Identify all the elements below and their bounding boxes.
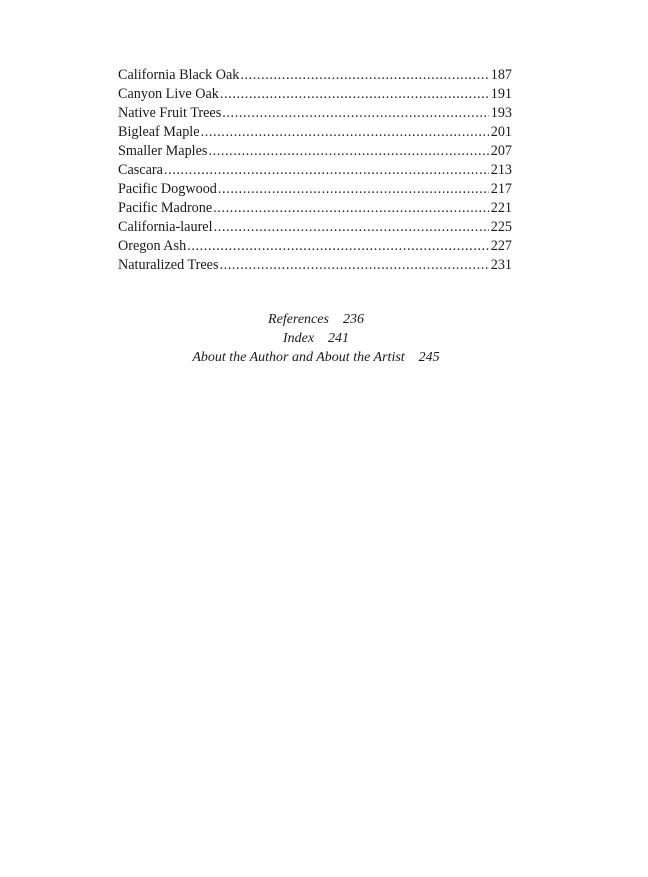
toc-entry[interactable] (118, 218, 512, 237)
toc-entry[interactable] (118, 85, 512, 104)
toc-entry-page: 225 (490, 219, 512, 235)
dot-leader (208, 142, 488, 161)
toc-entry[interactable] (118, 256, 512, 275)
toc-entry[interactable] (118, 199, 512, 218)
toc-entry-page: 191 (490, 86, 512, 102)
dot-leader (220, 85, 489, 104)
back-matter-title: Index (282, 331, 315, 346)
toc-entry-title: Bigleaf Maple (118, 124, 200, 140)
toc-entry-page: 193 (490, 105, 512, 121)
toc-entry-title: Naturalized Trees (118, 257, 219, 273)
toc-entry-page: 227 (490, 238, 512, 254)
toc-entry[interactable] (118, 180, 512, 199)
dot-leader (201, 123, 489, 142)
dot-leader (240, 66, 488, 85)
toc-entry[interactable] (118, 104, 512, 123)
table-of-contents (118, 66, 512, 275)
back-matter-list (0, 310, 632, 367)
toc-entry-title: California Black Oak (118, 67, 240, 83)
toc-entry-page: 187 (490, 67, 512, 83)
dot-leader (218, 180, 489, 199)
toc-entry-title: California-laurel (118, 219, 213, 235)
dot-leader (222, 104, 488, 123)
back-matter-entry[interactable] (0, 348, 632, 367)
dot-leader (164, 161, 489, 180)
toc-entry-page: 231 (490, 257, 512, 273)
back-matter-page: 241 (328, 331, 350, 346)
toc-entry-title: Smaller Maples (118, 143, 208, 159)
toc-entry-page: 221 (490, 200, 512, 216)
toc-entry-title: Pacific Madrone (118, 200, 213, 216)
toc-entry-page: 213 (490, 162, 512, 178)
toc-entry-title: Cascara (118, 162, 163, 178)
dot-leader (187, 237, 489, 256)
back-matter-title: About the Author and About the Artist (192, 350, 405, 365)
toc-entry[interactable] (118, 237, 512, 256)
toc-entry-title: Native Fruit Trees (118, 105, 222, 121)
back-matter-entry[interactable] (0, 310, 632, 329)
toc-entry[interactable] (118, 161, 512, 180)
back-matter-title: References (268, 312, 329, 327)
toc-entry-title: Oregon Ash (118, 238, 187, 254)
toc-entry[interactable] (118, 66, 512, 85)
back-matter-page: 245 (418, 350, 440, 365)
back-matter-entry[interactable] (0, 329, 632, 348)
dot-leader (213, 199, 489, 218)
toc-entry-page: 201 (490, 124, 512, 140)
toc-entry-page: 217 (490, 181, 512, 197)
toc-entry[interactable] (118, 142, 512, 161)
toc-entry-page: 207 (490, 143, 512, 159)
back-matter-page: 236 (342, 312, 364, 327)
toc-entry-title: Canyon Live Oak (118, 86, 219, 102)
toc-entry-title: Pacific Dogwood (118, 181, 217, 197)
dot-leader (219, 256, 488, 275)
dot-leader (214, 218, 489, 237)
toc-entry[interactable] (118, 123, 512, 142)
